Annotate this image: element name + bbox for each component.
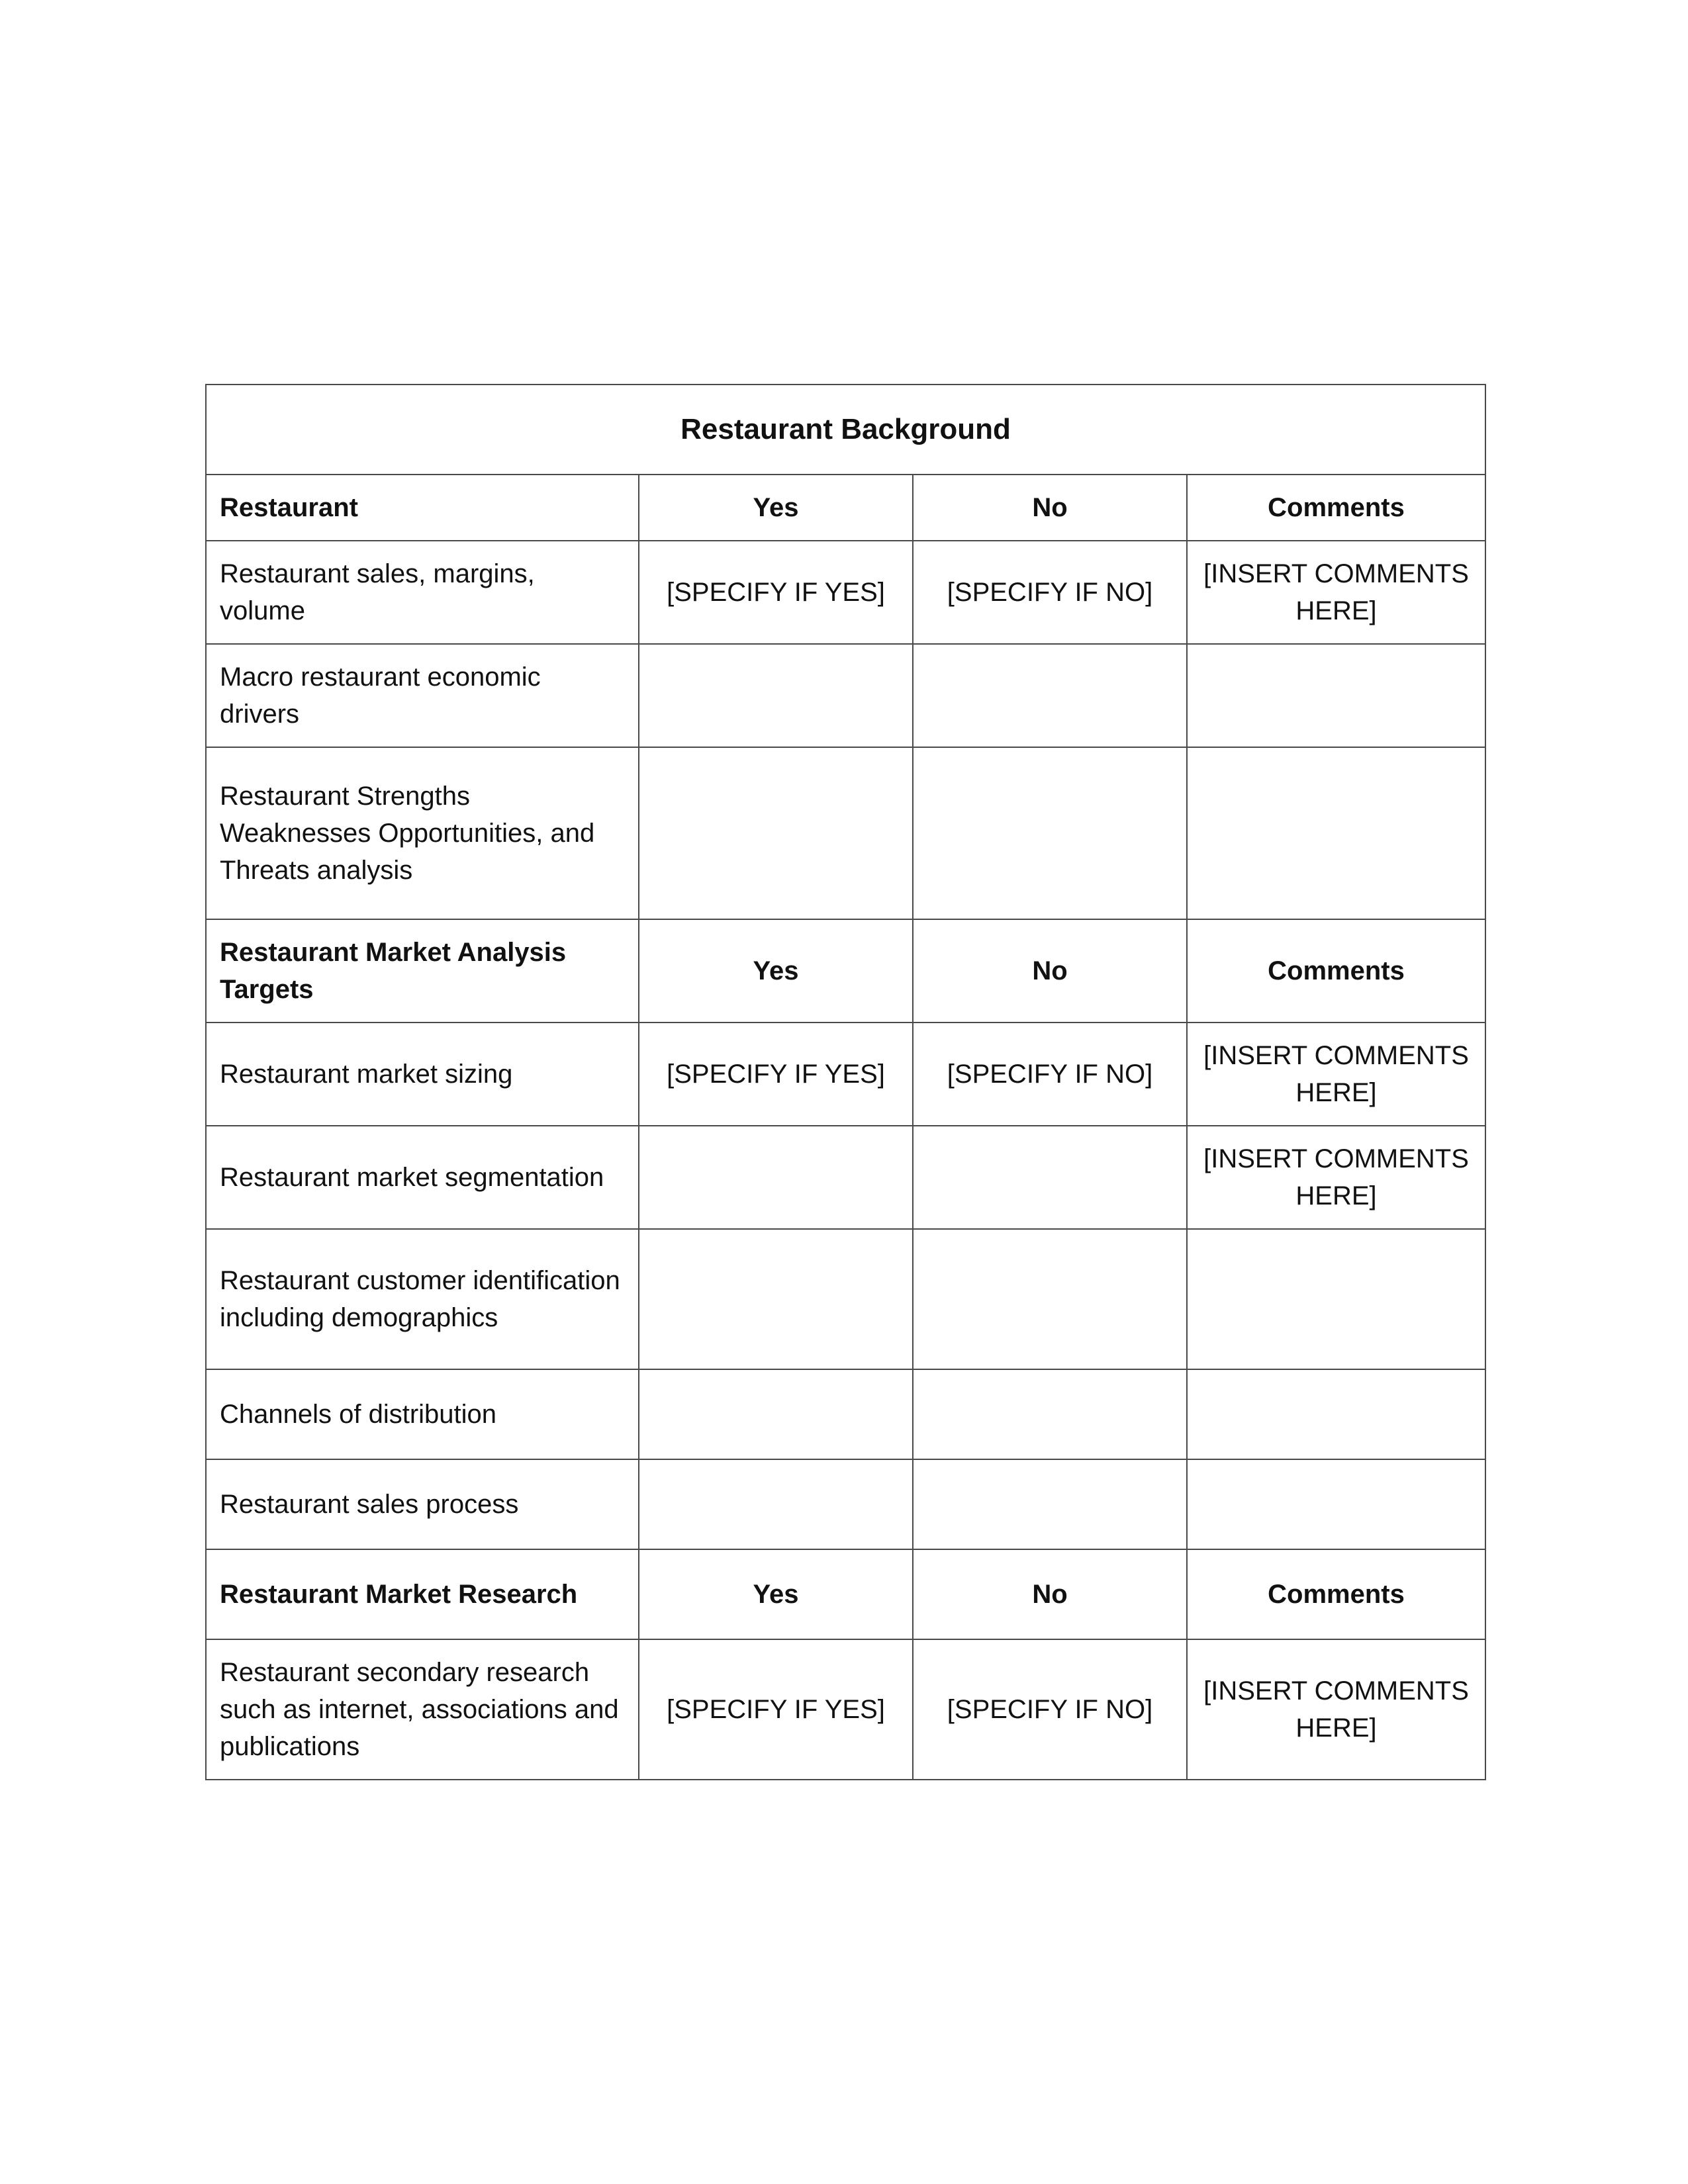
row-label: Restaurant secondary research such as internet, associations and publications [206, 1639, 639, 1780]
row-label: Restaurant market sizing [206, 1023, 639, 1126]
table-title-row [206, 385, 1485, 475]
section-header-label: Restaurant [206, 475, 639, 541]
row-label: Restaurant customer identification including demographics [206, 1229, 639, 1369]
table-row [206, 1459, 1485, 1549]
column-header-no: No [913, 919, 1187, 1023]
table-row [206, 1126, 1485, 1229]
no-cell[interactable] [913, 1459, 1187, 1549]
column-header-no: No [913, 1549, 1187, 1639]
table-row [206, 747, 1485, 919]
column-header-comments: Comments [1187, 1549, 1485, 1639]
yes-cell[interactable] [639, 1459, 913, 1549]
table-row [206, 541, 1485, 644]
yes-cell[interactable]: [SPECIFY IF YES] [639, 1023, 913, 1126]
comments-cell[interactable] [1187, 747, 1485, 919]
row-label: Restaurant Strengths Weaknesses Opportunities, and Threats analysis [206, 747, 639, 919]
no-cell[interactable]: [SPECIFY IF NO] [913, 1023, 1187, 1126]
yes-cell[interactable] [639, 644, 913, 747]
comments-cell[interactable]: [INSERT COMMENTS HERE] [1187, 1126, 1485, 1229]
section-header-label: Restaurant Market Research [206, 1549, 639, 1639]
row-label: Channels of distribution [206, 1369, 639, 1459]
restaurant-background-table [205, 384, 1486, 1780]
section-header-row [206, 919, 1485, 1023]
column-header-yes: Yes [639, 1549, 913, 1639]
yes-cell[interactable]: [SPECIFY IF YES] [639, 1639, 913, 1780]
comments-cell[interactable]: [INSERT COMMENTS HERE] [1187, 1023, 1485, 1126]
yes-cell[interactable] [639, 1369, 913, 1459]
comments-cell[interactable] [1187, 1229, 1485, 1369]
row-label: Macro restaurant economic drivers [206, 644, 639, 747]
row-label: Restaurant sales process [206, 1459, 639, 1549]
no-cell[interactable] [913, 644, 1187, 747]
comments-cell[interactable]: [INSERT COMMENTS HERE] [1187, 1639, 1485, 1780]
no-cell[interactable]: [SPECIFY IF NO] [913, 541, 1187, 644]
yes-cell[interactable] [639, 1126, 913, 1229]
no-cell[interactable]: [SPECIFY IF NO] [913, 1639, 1187, 1780]
column-header-yes: Yes [639, 475, 913, 541]
yes-cell[interactable]: [SPECIFY IF YES] [639, 541, 913, 644]
table-row [206, 1229, 1485, 1369]
comments-cell[interactable] [1187, 644, 1485, 747]
section-header-row [206, 1549, 1485, 1639]
yes-cell[interactable] [639, 747, 913, 919]
comments-cell[interactable]: [INSERT COMMENTS HERE] [1187, 541, 1485, 644]
table-row [206, 644, 1485, 747]
row-label: Restaurant sales, margins, volume [206, 541, 639, 644]
section-header-label: Restaurant Market Analysis Targets [206, 919, 639, 1023]
table-row [206, 1369, 1485, 1459]
column-header-no: No [913, 475, 1187, 541]
yes-cell[interactable] [639, 1229, 913, 1369]
column-header-comments: Comments [1187, 919, 1485, 1023]
no-cell[interactable] [913, 1126, 1187, 1229]
column-header-comments: Comments [1187, 475, 1485, 541]
table-title: Restaurant Background [206, 385, 1485, 475]
section-header-row [206, 475, 1485, 541]
no-cell[interactable] [913, 1229, 1187, 1369]
row-label: Restaurant market segmentation [206, 1126, 639, 1229]
no-cell[interactable] [913, 1369, 1187, 1459]
no-cell[interactable] [913, 747, 1187, 919]
comments-cell[interactable] [1187, 1459, 1485, 1549]
comments-cell[interactable] [1187, 1369, 1485, 1459]
table-row [206, 1023, 1485, 1126]
column-header-yes: Yes [639, 919, 913, 1023]
table-row [206, 1639, 1485, 1780]
